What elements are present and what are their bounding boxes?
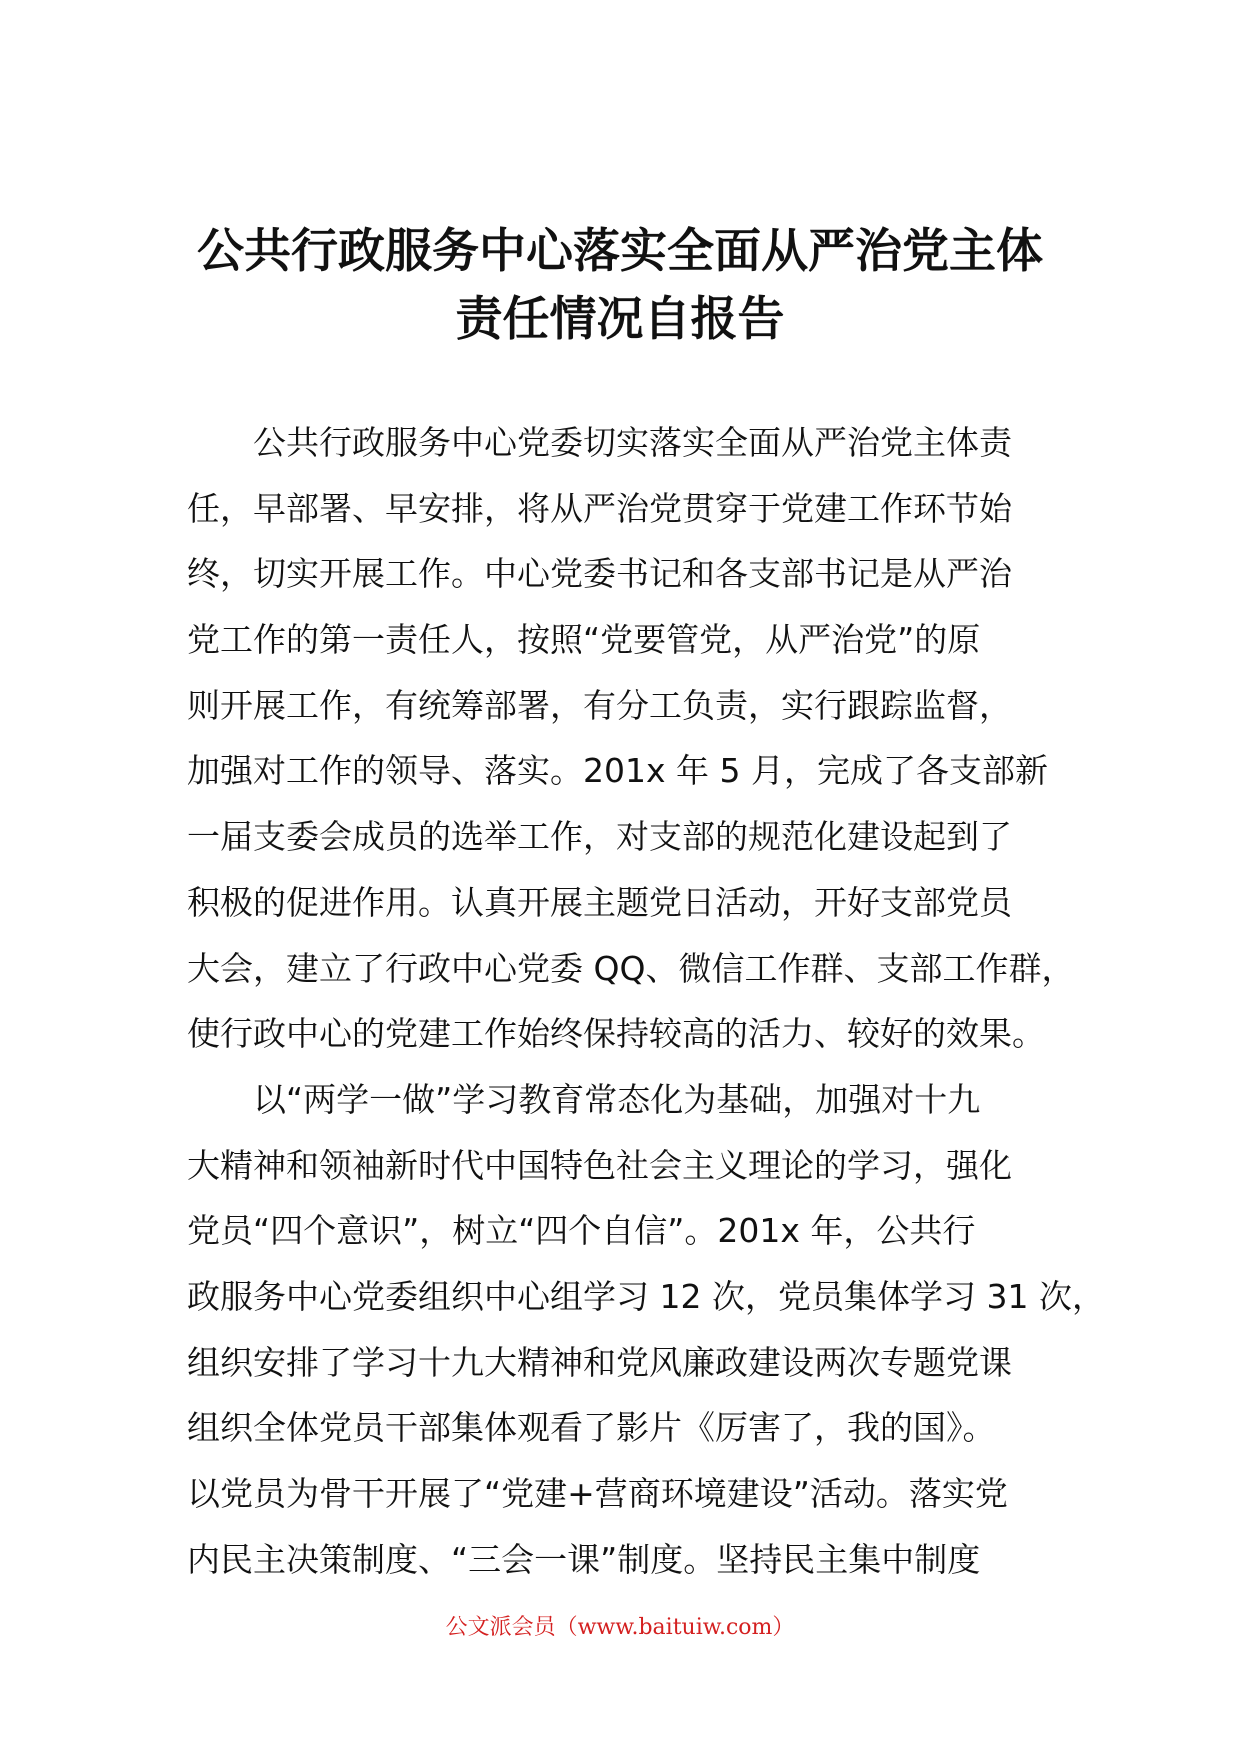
body-line: 则开展工作，有统筹部署，有分工负责，实行跟踪监督， xyxy=(187,685,1012,725)
body-line: 组织安排了学习十九大精神和党风廉政建设两次专题党课 xyxy=(187,1342,1012,1382)
body-line: 加强对工作的领导、落实。201x 年 5 月，完成了各支部新 xyxy=(187,751,1048,791)
body-line: 以党员为骨干开展了“党建+营商环境建设”活动。落实党 xyxy=(187,1474,1008,1513)
body-line: 内民主决策制度、“三会一课”制度。坚持民主集中制度 xyxy=(187,1539,981,1579)
title-line-1: 公共行政服务中心落实全面从严治党主体 xyxy=(197,224,1043,279)
body-line: 党员“四个意识”，树立“四个自信”。201x 年，公共行 xyxy=(187,1211,976,1251)
document-body xyxy=(187,410,1105,1592)
body-line: 大精神和领袖新时代中国特色社会主义理论的学习，强化 xyxy=(187,1145,1012,1185)
body-line: 任，早部署、早安排，将从严治党贯穿于党建工作环节始 xyxy=(187,488,1012,528)
body-line: 一届支委会成员的选举工作，对支部的规范化建设起到了 xyxy=(187,817,1012,857)
body-line: 公共行政服务中心党委切实落实全面从严治党主体责 xyxy=(187,423,1012,462)
body-line: 组织全体党员干部集体观看了影片《厉害了，我的国》。 xyxy=(187,1408,996,1448)
body-line: 使行政中心的党建工作始终保持较高的活力、较好的效果。 xyxy=(187,1014,1045,1054)
body-line: 以“两学一做”学习教育常态化为基础，加强对十九 xyxy=(187,1079,981,1119)
title-line-2: 责任情况自报告 xyxy=(455,292,785,347)
body-line: 积极的促进作用。认真开展主题党日活动，开好支部党员 xyxy=(187,882,1012,922)
body-line: 政服务中心党委组织中心组学习 12 次，党员集体学习 31 次， xyxy=(187,1276,1105,1316)
body-line: 大会，建立了行政中心党委 QQ、微信工作群、支部工作群， xyxy=(187,948,1075,988)
document-title xyxy=(150,218,1090,354)
body-line: 终，切实开展工作。中心党委书记和各支部书记是从严治 xyxy=(187,554,1012,594)
body-line: 党工作的第一责任人，按照“党要管党，从严治党”的原 xyxy=(187,620,981,660)
footer-watermark: 公文派会员（www.baituiw.com） xyxy=(445,1615,795,1640)
